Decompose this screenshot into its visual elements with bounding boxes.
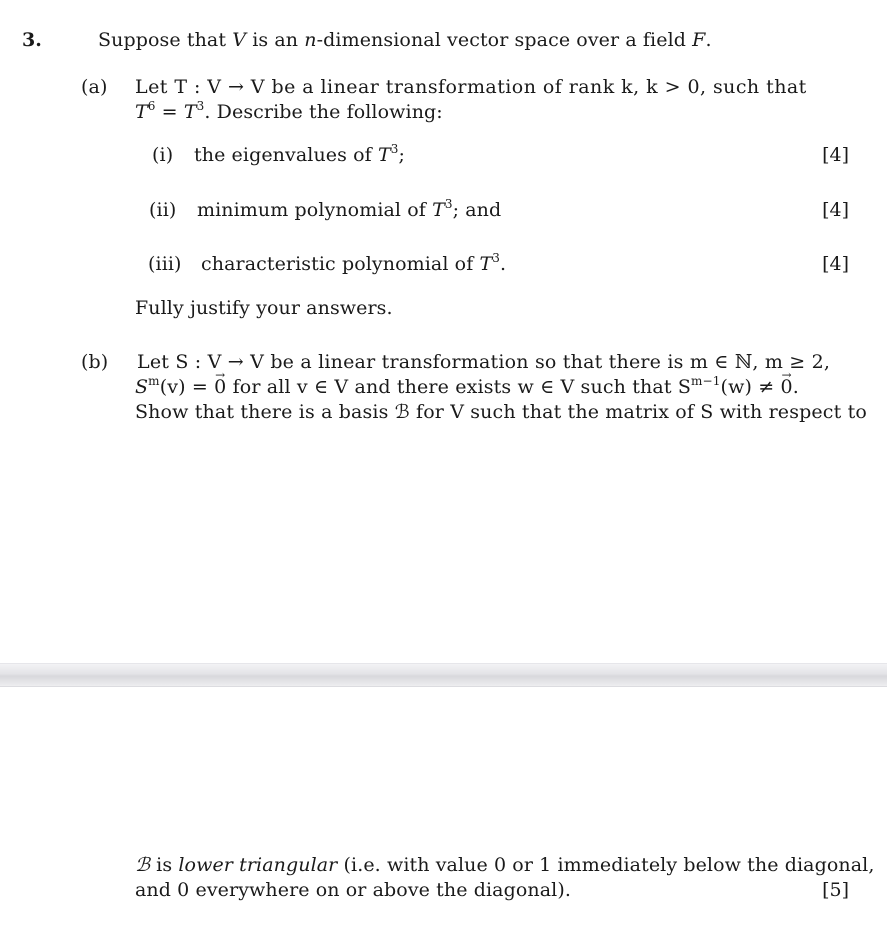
item-ii-label: (ii) xyxy=(149,199,177,221)
part-b-continuation-2: and 0 everywhere on or above the diagonal). xyxy=(135,879,571,901)
part-b-marks: [5] xyxy=(822,879,849,901)
part-b-line-1: Let S : V → V be a linear transformation so that there is m ∈ ℕ, m ≥ 2, xyxy=(137,351,831,373)
item-iii-marks: [4] xyxy=(822,253,849,275)
item-i-text: the eigenvalues of $T^3$; xyxy=(194,141,405,166)
page-break-divider xyxy=(0,663,887,687)
part-b-label: (b) xyxy=(81,351,109,373)
part-a-label: (a) xyxy=(81,76,108,98)
part-a-line-1: Let T : V → V be a linear transformation of rank k, k > 0, such that xyxy=(135,76,807,98)
item-iii-label: (iii) xyxy=(148,253,182,275)
item-i-label: (i) xyxy=(152,144,174,166)
part-a-line-2: $T^6 = T^3$. Describe the following: xyxy=(135,98,443,123)
item-i-marks: [4] xyxy=(822,144,849,166)
item-ii-text: minimum polynomial of $T^3$; and xyxy=(197,196,502,221)
item-ii-marks: [4] xyxy=(822,199,849,221)
question-intro: Suppose that V is an n-dimensional vector space over a field F. xyxy=(98,29,712,51)
question-number: 3. xyxy=(22,29,42,51)
part-b-line-3: Show that there is a basis ℬ for V such that the matrix of S with respect to xyxy=(135,401,867,423)
justify-note: Fully justify your answers. xyxy=(135,297,393,319)
item-iii-text: characteristic polynomial of $T^3$. xyxy=(201,250,507,275)
part-b-line-2: $S^m(v)$ = → 0 for all v ∈ V and there exists w ∈ V such that $S^{m-1}(w)$ ≠ → 0. xyxy=(135,375,799,400)
part-b-continuation-1: ℬ is lower triangular (i.e. with value 0 or 1 immediately below the diagonal, xyxy=(135,854,875,876)
